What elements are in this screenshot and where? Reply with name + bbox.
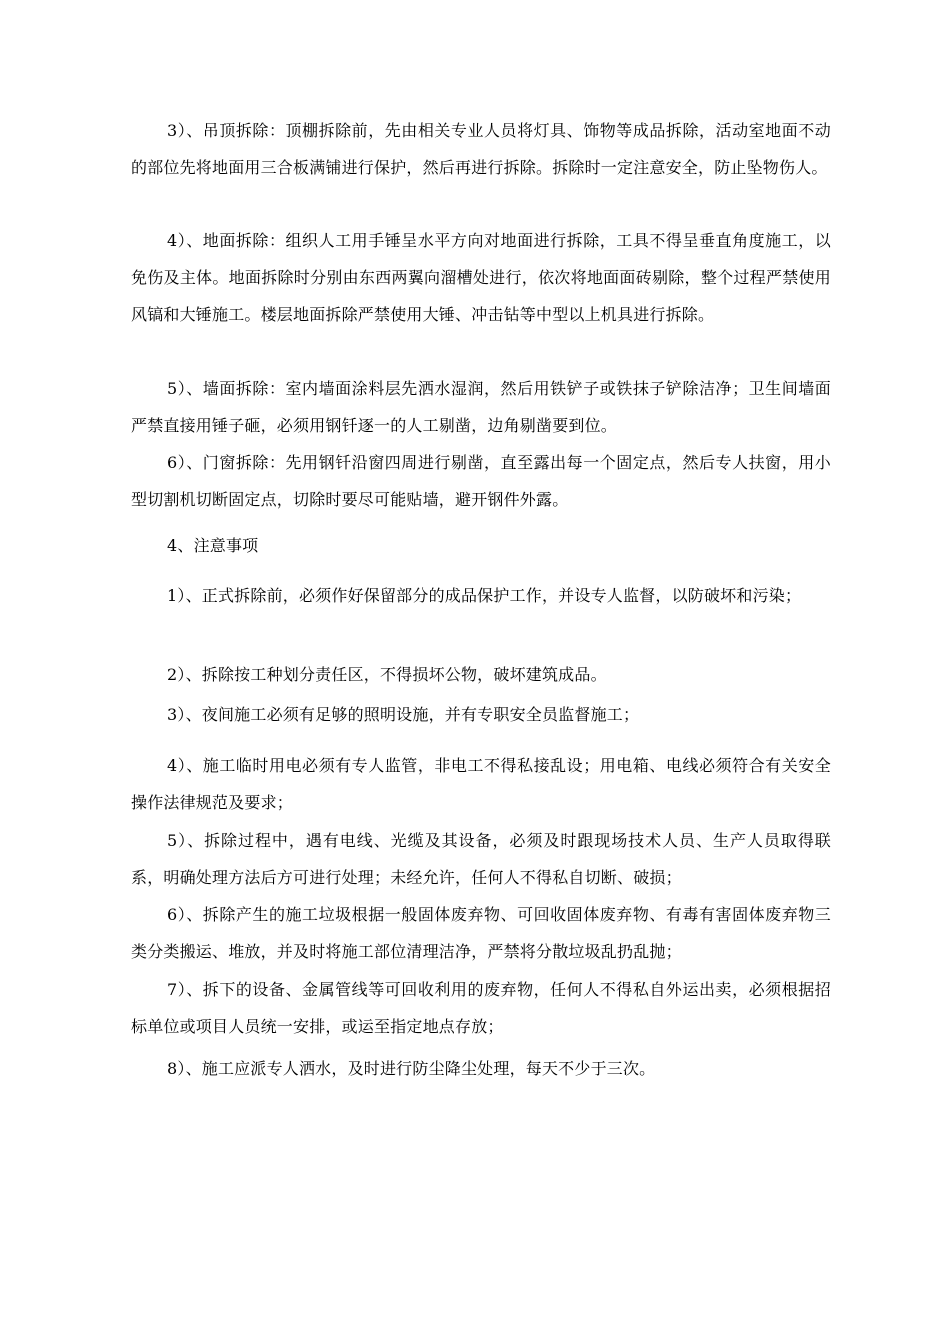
paragraph-window-removal: 6）、门窗拆除：先用钢钎沿窗四周进行剔凿，直至露出每一个固定点，然后专人扶窗，用小型切割机切断固定点，切除时要尽可能贴墙，避开钢件外露。 [131,453,831,509]
paragraph-floor-removal: 4）、地面拆除：组织人工用手锤呈水平方向对地面进行拆除，工具不得呈垂直角度施工，以免伤及主体。地面拆除时分别由东西两翼向溜槽处进行，依次将地面面砖剔除，整个过程严禁使用风镐和大锤施工。楼层地面拆除严禁使用大锤、冲击钻等中型以上机具进行拆除。 [131,231,831,324]
precaution-item-3: 3）、夜间施工必须有足够的照明设施，并有专职安全员监督施工； [167,705,640,724]
precaution-item-1: 1）、正式拆除前，必须作好保留部分的成品保护工作，并设专人监督，以防破坏和污染； [167,586,802,605]
precaution-item-4: 4）、施工临时用电必须有专人监管，非电工不得私接乱设；用电箱、电线必须符合有关安全操作法律规范及要求； [131,756,831,812]
precaution-item-5: 5）、拆除过程中，遇有电线、光缆及其设备，必须及时跟现场技术人员、生产人员取得联系，明确处理方法后方可进行处理；未经允许，任何人不得私自切断、破损； [131,831,831,887]
precaution-item-7: 7）、拆下的设备、金属管线等可回收利用的废弃物，任何人不得私自外运出卖，必须根据招标单位或项目人员统一安排，或运至指定地点存放； [131,980,831,1036]
paragraph-ceiling-removal: 3）、吊顶拆除：顶棚拆除前，先由相关专业人员将灯具、饰物等成品拆除，活动室地面不动的部位先将地面用三合板满铺进行保护，然后再进行拆除。拆除时一定注意安全，防止坠物伤人。 [131,121,831,177]
section-heading-precautions: 4、注意事项 [167,536,259,555]
precaution-item-2: 2）、拆除按工种划分责任区，不得损坏公物，破坏建筑成品。 [167,665,607,684]
precaution-item-8: 8）、施工应派专人洒水，及时进行防尘降尘处理，每天不少于三次。 [167,1059,656,1078]
precaution-item-6: 6）、拆除产生的施工垃圾根据一般固体废弃物、可回收固体废弃物、有毒有害固体废弃物三类分类搬运、堆放，并及时将施工部位清理洁净，严禁将分散垃圾乱扔乱抛； [131,905,831,961]
paragraph-wall-removal: 5）、墙面拆除：室内墙面涂料层先洒水湿润，然后用铁铲子或铁抹子铲除洁净；卫生间墙面严禁直接用锤子砸，必须用钢钎逐一的人工剔凿，边角剔凿要到位。 [131,379,831,435]
